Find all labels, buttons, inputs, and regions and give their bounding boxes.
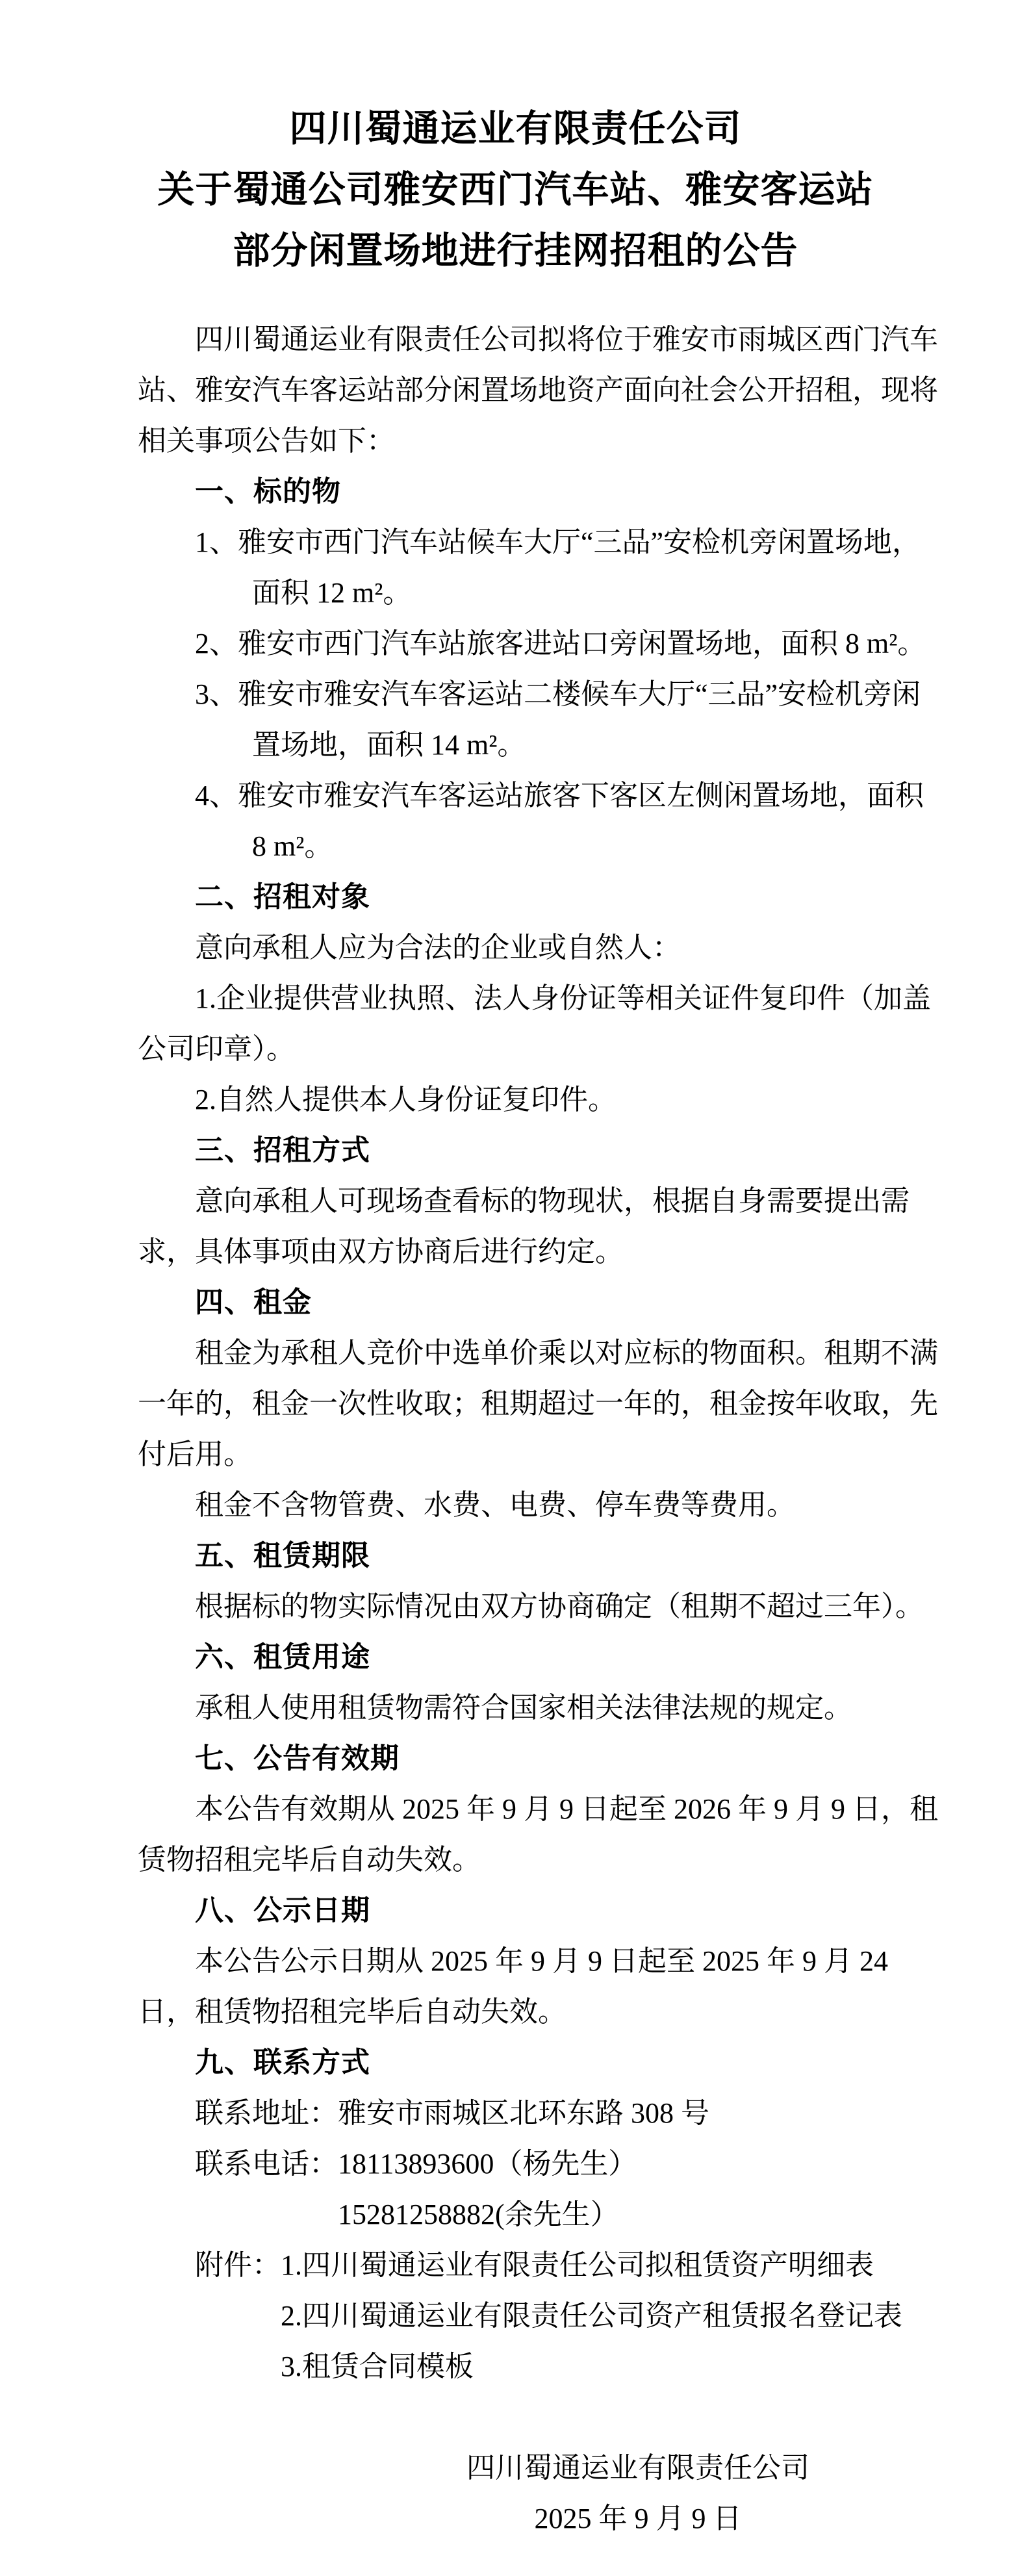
section-heading-2: 二、招租对象	[195, 881, 370, 913]
section-heading-6: 六、租赁用途	[195, 1641, 370, 1673]
section-3-paragraph-1: 意向承租人可现场查看标的物现状，根据自身需要提出需求，具体事项由双方协商后进行约定。	[138, 1185, 910, 1268]
attachment-line-1	[195, 2240, 943, 2291]
contact-phone-line-2: 15281258882(余先生）	[338, 2199, 619, 2230]
section-heading-3: 三、招租方式	[195, 1134, 370, 1166]
signature-block	[138, 2443, 943, 2544]
title-line-1: 四川蜀通运业有限责任公司	[289, 108, 742, 149]
subject-item-4: 4、雅安市雅安汽车客运站旅客下客区左侧闲置场地，面积 8 m²。	[195, 780, 924, 862]
section-heading-8: 八、公示日期	[195, 1894, 370, 1926]
section-5-paragraph-1: 根据标的物实际情况由双方协商确定（租期不超过三年）。	[195, 1590, 924, 1622]
contact-phone-line-1: 联系电话：18113893600（杨先生）	[195, 2148, 637, 2180]
announcement-title	[0, 99, 1031, 282]
section-6-paragraph-1: 承租人使用租赁物需符合国家相关法律法规的规定。	[195, 1692, 852, 1724]
section-lease-usage	[138, 1632, 943, 1733]
section-7-paragraph-1: 本公告有效期从 2025 年 9 月 9 日起至 2026 年 9 月 9 日，租赁物招租完毕后自动失效。	[138, 1793, 938, 1876]
section-2-paragraph-3: 2.自然人提供本人身份证复印件。	[195, 1084, 617, 1116]
contact-address-line: 联系地址：雅安市雨城区北环东路 308 号	[195, 2097, 709, 2129]
subject-item-1: 1、雅安市西门汽车站候车大厅“三品”安检机旁闲置场地，面积 12 m²。	[195, 526, 921, 609]
section-rental-method	[138, 1125, 943, 1277]
attachments-label: 附件：	[195, 2249, 281, 2281]
attachment-item-2: 2.四川蜀通运业有限责任公司资产租赁报名登记表	[281, 2300, 902, 2332]
signature-date: 2025 年 9 月 9 日	[534, 2503, 742, 2534]
section-2-paragraph-1: 意向承租人应为合法的企业或自然人：	[195, 932, 681, 963]
section-publicity-period	[138, 1885, 943, 2037]
signature-company: 四川蜀通运业有限责任公司	[466, 2452, 809, 2484]
section-subject	[138, 466, 943, 872]
section-4-paragraph-2: 租金不含物管费、水费、电费、停车费等费用。	[195, 1489, 795, 1521]
section-heading-1: 一、标的物	[195, 476, 341, 507]
section-2-paragraph-2: 1.企业提供营业执照、法人身份证等相关证件复印件（加盖公司印章）。	[138, 982, 931, 1065]
subject-item-3: 3、雅安市雅安汽车客运站二楼候车大厅“三品”安检机旁闲置场地，面积 14 m²。	[195, 678, 921, 761]
title-line-2: 关于蜀通公司雅安西门汽车站、雅安客运站	[157, 170, 874, 210]
section-4-paragraph-1: 租金为承租人竞价中选单价乘以对应标的物面积。租期不满一年的，租金一次性收取；租期超过一年的，租金按年收取，先付后用。	[138, 1337, 938, 1470]
spacer	[138, 2392, 943, 2443]
section-validity-period	[138, 1733, 943, 1885]
section-lessee-qualification	[138, 872, 943, 1125]
section-heading-5: 五、租赁期限	[195, 1540, 370, 1572]
section-8-paragraph-1: 本公告公示日期从 2025 年 9 月 9 日起至 2025 年 9 月 24 日，租赁物招租完毕后自动失效。	[138, 1945, 888, 2028]
title-line-3: 部分闲置场地进行挂网招租的公告	[233, 231, 798, 272]
section-heading-7: 七、公告有效期	[195, 1742, 400, 1774]
intro-paragraph: 四川蜀通运业有限责任公司拟将位于雅安市雨城区西门汽车站、雅安汽车客运站部分闲置场地资产面向社会公开招租，现将相关事项公告如下：	[138, 324, 938, 457]
section-rent	[138, 1277, 943, 1531]
attachments-block	[138, 2240, 943, 2392]
section-heading-4: 四、租金	[195, 1286, 312, 1318]
section-contact	[138, 2037, 943, 2240]
section-lease-term	[138, 1531, 943, 1632]
subject-item-2: 2、雅安市西门汽车站旅客进站口旁闲置场地，面积 8 m²。	[195, 628, 926, 659]
attachment-item-3: 3.租赁合同模板	[281, 2351, 474, 2382]
attachment-item-1: 1.四川蜀通运业有限责任公司拟租赁资产明细表	[281, 2249, 874, 2281]
section-heading-9: 九、联系方式	[195, 2047, 370, 2078]
document-body	[0, 314, 1031, 2544]
